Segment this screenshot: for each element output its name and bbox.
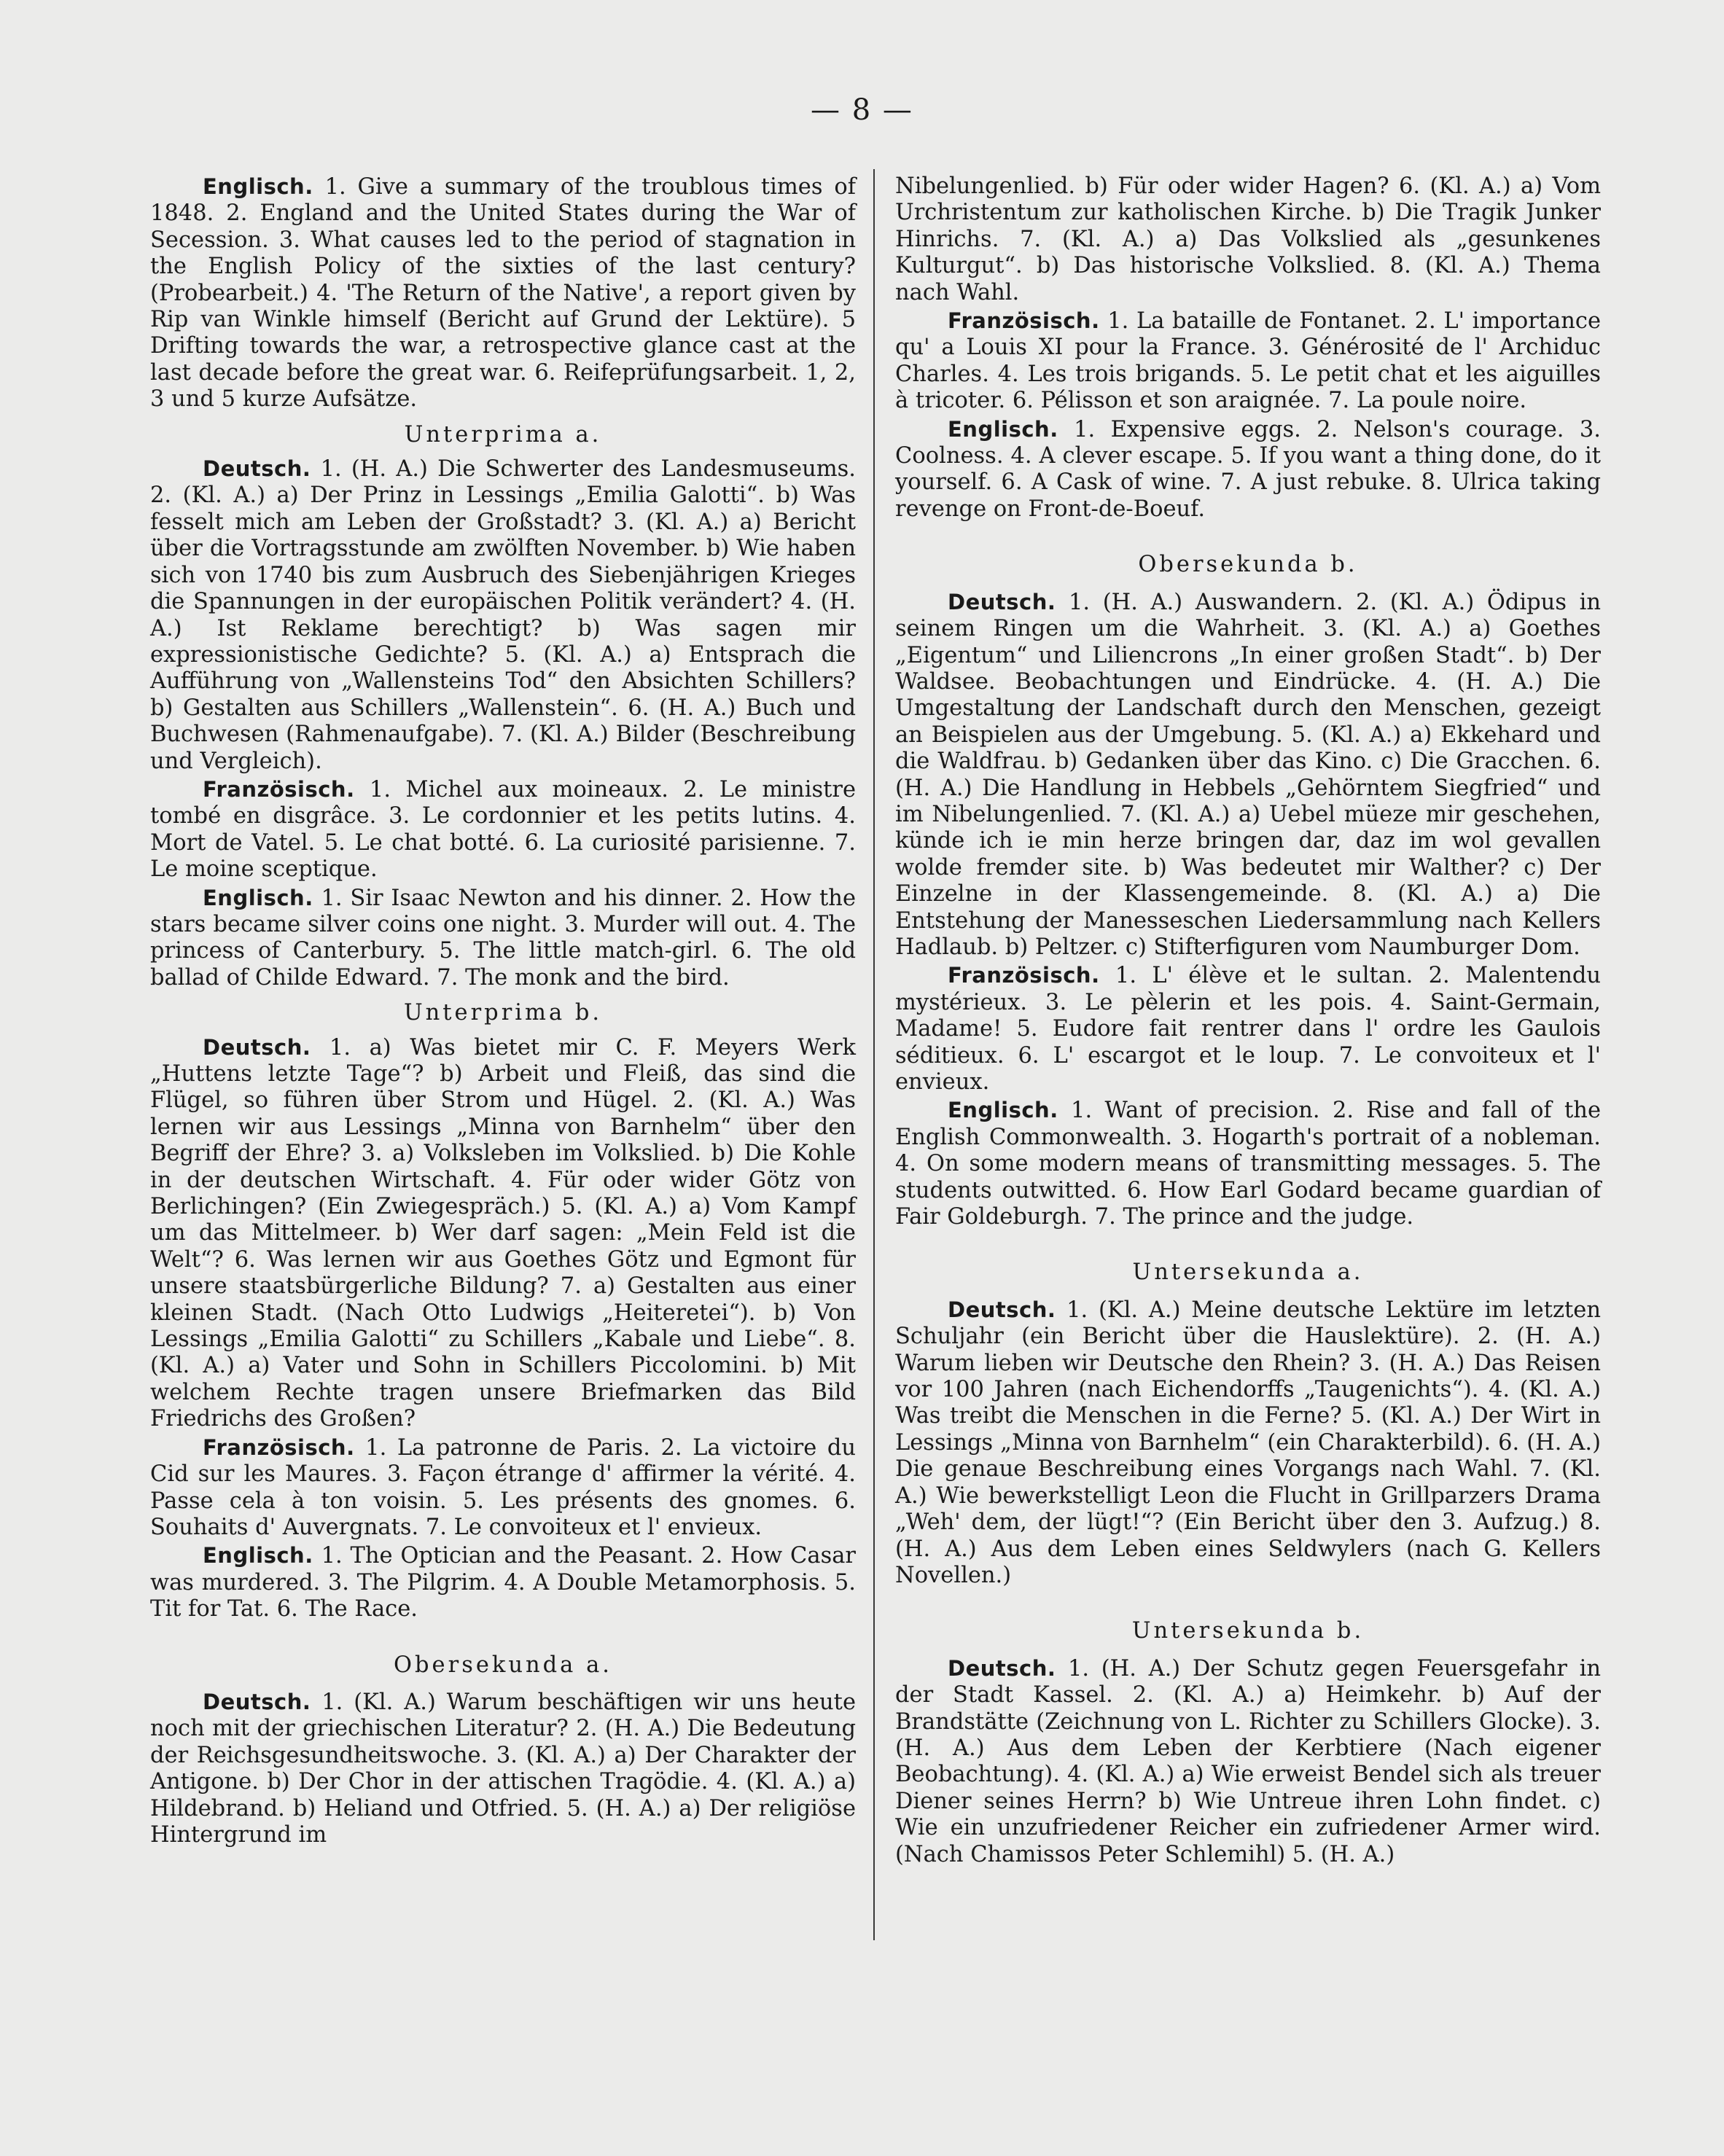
paragraph-franzoesisch — [150, 776, 856, 883]
paragraph-text: 1. La patronne de Paris. 2. La victoire du Cid sur les Maures. 3. Façon étrange d' affirmer la vérité. 4. Passe cela à ton voisin. 5. Les présents des gnomes. 6. Souhaits d' Auvergnats. 7. Le convoiteux et l' envieux. — [150, 1434, 856, 1540]
subject-label: Deutsch. — [203, 1034, 311, 1060]
section-heading-untersekunda-a: Untersekunda a. — [1132, 1259, 1364, 1286]
page-number: — 8 — — [811, 93, 913, 127]
paragraph-deutsch — [895, 589, 1601, 961]
paragraph-text: 1. a) Was bietet mir C. F. Meyers Werk „Huttens letzte Tage“? b) Arbeit und Fleiß, das sind die Flügel, so führen über Strom und Hügel. 2. (Kl. A.) Was lernen wir aus Lessings „Minna von Barnhelm“ über den Begriff der Ehre? 3. a) Volksleben im Volkslied. b) Die Kohle in der deutschen Wirtschaft. 4. Für oder wider Götz von Berlichingen? (Ein Zwiegespräch.) 5. (Kl. A.) a) Vom Kampf um das Mittelmeer. b) Wer darf sagen: „Mein Feld ist die Welt“? 6. Was lernen wir aus Goethes Götz und Egmont für unsere staatsbürgerliche Bildung? 7. a) Gestalten aus einer kleinen Stadt. (Nach Otto Ludwigs „Heiteretei“). b) Von Lessings „Emilia Galotti“ zu Schillers „Kabale und Liebe“. 8. (Kl. A.) a) Vater und Sohn in Schillers Piccolomini. b) Mit welchem Rechte tragen unsere Briefmarken das Bild Friedrichs des Großen? — [150, 1034, 856, 1432]
paragraph-text: Nibelungenlied. b) Für oder wider Hagen? 6. (Kl. A.) a) Vom Urchristentum zur katholischen Kirche. b) Die Tragik Junker Hinrichs. 7. (Kl. A.) a) Das Volkslied als „gesunkenes Kulturgut“. b) Das historische Volkslied. 8. (Kl. A.) Thema nach Wahl. — [895, 173, 1601, 305]
subject-label: Englisch. — [203, 1543, 313, 1569]
paragraph-text: 1. L' élève et le sultan. 2. Malentendu mystérieux. 3. Le pèlerin et les pois. 4. Saint-Germain, Madame! 5. Eudore fait rentrer dans l' ordre les Gaulois séditieux. 6. L' escargot et le loup. 7. Le convoiteux et l' envieux. — [895, 963, 1601, 1095]
right-column — [895, 173, 1601, 1870]
paragraph-englisch — [150, 1542, 856, 1622]
paragraph-franzoesisch — [150, 1434, 856, 1542]
paragraph-englisch — [895, 1097, 1601, 1230]
paragraph-text: 1. Michel aux moineaux. 2. Le ministre tombé en disgrâce. 3. Le cordonnier et les petits lutins. 4. Mort de Vatel. 5. Le chat botté. 6. La curiosité parisienne. 7. Le moine sceptique. — [150, 776, 856, 883]
column-divider — [873, 169, 875, 1940]
subject-label: Deutsch. — [203, 456, 311, 482]
subject-label: Englisch. — [948, 416, 1058, 442]
paragraph-englisch-oberprima — [150, 173, 856, 413]
paragraph-franzoesisch — [895, 962, 1601, 1095]
subject-label: Französisch. — [203, 1434, 355, 1460]
subject-label: Deutsch. — [948, 1297, 1056, 1322]
paragraph-deutsch — [895, 1655, 1601, 1868]
subject-label: Englisch. — [203, 174, 313, 199]
subject-label: Französisch. — [203, 776, 355, 802]
paragraph-text: 1. (Kl. A.) Meine deutsche Lektüre im letzten Schuljahr (ein Bericht über die Hauslektüre). 2. (H. A.) Warum lieben wir Deutsche den Rhein? 3. (H. A.) Das Reisen vor 100 Jahren (nach Eichendorffs „Taugenichts“). 4. (Kl. A.) Was treibt die Menschen in die Ferne? 5. (Kl. A.) Der Wirt in Lessings „Minna von Barnhelm“ (ein Charakterbild). 6. (H. A.) Die genaue Beschreibung eines Vorgangs nach Wahl. 7. (Kl. A.) Wie bewerkstelligt Leon die Flucht in Grillparzers Drama „Weh' dem, der lügt!“? (Ein Bericht über den 3. Aufzug.) 8. (H. A.) Aus dem Leben eines Seldwylers (nach G. Kellers Novellen.) — [895, 1297, 1601, 1588]
paragraph-text: 1. The Optician and the Peasant. 2. How Casar was murdered. 3. The Pilgrim. 4. A Double Metamorphosis. 5. Tit for Tat. 6. The Race. — [150, 1543, 856, 1622]
paragraph-text: 1. Expensive eggs. 2. Nelson's courage. 3. Coolness. 4. A clever escape. 5. If you want a thing done, do it yourself. 6. A Cask of wine. 7. A just rebuke. 8. Ulrica taking revenge on Front-de-Boeuf. — [895, 416, 1601, 522]
paragraph-englisch — [895, 416, 1601, 523]
section-heading-untersekunda-b: Untersekunda b. — [1131, 1618, 1365, 1644]
paragraph-text: 1. (Kl. A.) Warum beschäftigen wir uns heute noch mit der griechischen Literatur? 2. (H. A.) Die Bedeutung der Reichsgesundheitswoche. 3. (Kl. A.) a) Der Charakter der Antigone. b) Der Chor in der attischen Tragödie. 4. (Kl. A.) a) Hildebrand. b) Heliand und Otfried. 5. (H. A.) a) Der religiöse Hintergrund im — [150, 1689, 856, 1848]
paragraph-text: 1. Sir Isaac Newton and his dinner. 2. How the stars became silver coins one night. 3. Murder will out. 4. The princess of Canterbury. 5. The little match-girl. 6. The old ballad of Childe Edward. 7. The monk and the bird. — [150, 885, 856, 991]
section-heading-unterprima-a: Unterprima a. — [404, 421, 602, 448]
paragraph-text: 1. Want of precision. 2. Rise and fall of the English Commonwealth. 3. Hogarth's portrait of a nobleman. 4. On some modern means of transmitting messages. 5. The students outwitted. 6. How Earl Godard became guardian of Fair Goldeburgh. 7. The prince and the judge. — [895, 1098, 1601, 1230]
subject-label: Französisch. — [948, 308, 1100, 334]
subject-label: Deutsch. — [948, 1655, 1056, 1681]
subject-label: Englisch. — [948, 1098, 1058, 1123]
paragraph-deutsch — [150, 1689, 856, 1848]
section-heading-obersekunda-b: Obersekunda b. — [1138, 552, 1358, 578]
paragraph-englisch — [150, 885, 856, 992]
paragraph-deutsch — [150, 1034, 856, 1433]
paragraph-continuation — [895, 173, 1601, 306]
paragraph-text: 1. La bataille de Fontanet. 2. L' importance qu' a Louis XI pour la France. 3. Générosité de l' Archiduc Charles. 4. Les trois brigands. 5. Le petit chat et les aiguilles à tricoter. 6. Pélisson et son araignée. 7. La poule noire. — [895, 308, 1601, 414]
left-column — [150, 173, 856, 1850]
subject-label: Französisch. — [948, 963, 1100, 988]
paragraph-text: 1. (H. A.) Der Schutz gegen Feuersgefahr in der Stadt Kassel. 2. (Kl. A.) a) Heimkehr. b) Auf der Brandstätte (Zeichnung von L. Richter zu Schillers Glocke). 3. (H. A.) Aus dem Leben der Kerbtiere (Nach eigener Beobachtung). 4. (Kl. A.) a) Wie erweist Bendel sich als treuer Diener seines Herrn? b) Wie Untreue ihren Lohn findet. c) Wie ein unzufriedener Reicher ein zufriedener Armer wird. (Nach Chamissos Peter Schlemihl) 5. (H. A.) — [895, 1655, 1601, 1867]
paragraph-text: 1. Give a summary of the troublous times of 1848. 2. England and the United States during the War of Secession. 3. What causes led to the period of stagnation in the English Policy of the sixties of the last century? (Probearbeit.) 4. 'The Return of the Native', a report given by Rip van Winkle himself (Bericht auf Grund der Lektüre). 5 Drifting towards the war, a retrospective glance cast at the last decade before the great war. 6. Reifeprüfungsarbeit. 1, 2, 3 und 5 kurze Aufsätze. — [150, 174, 856, 413]
subject-label: Deutsch. — [203, 1689, 311, 1714]
paragraph-text: 1. (H. A.) Auswandern. 2. (Kl. A.) Ödipus in seinem Ringen um die Wahrheit. 3. (Kl. A.) a) Goethes „Eigentum“ und Liliencrons „In einer großen Stadt“. b) Der Waldsee. Beobachtungen und Eindrücke. 4. (H. A.) Die Umgestaltung der Landschaft durch den Menschen, gezeigt an Beispielen aus der Umgebung. 5. (Kl. A.) a) Ekkehard und die Waldfrau. b) Gedanken über das Kino. c) Die Gracchen. 6. (H. A.) Die Handlung in Hebbels „Gehörntem Siegfried“ und im Nibelungenlied. 7. (Kl. A.) a) Uebel müeze mir geschehen, künde ich ie min herze bringen dar, daz im wol gevallen wolde fremder site. b) Was bedeutet mir Walther? c) Der Einzelne in der Klassengemeinde. 8. (Kl. A.) a) Die Entstehung der Manesseschen Liedersammlung nach Kellers Hadlaub. b) Peltzer. c) Stifterfiguren vom Naumburger Dom. — [895, 589, 1601, 960]
subject-label: Deutsch. — [948, 589, 1056, 614]
subject-label: Englisch. — [203, 885, 313, 910]
paragraph-deutsch — [895, 1297, 1601, 1589]
paragraph-deutsch — [150, 456, 856, 775]
paragraph-franzoesisch — [895, 308, 1601, 415]
paragraph-text: 1. (H. A.) Die Schwerter des Landesmuseums. 2. (Kl. A.) a) Der Prinz in Lessings „Emilia Galotti“. b) Was fesselt mich am Leben der Großstadt? 3. (Kl. A.) a) Bericht über die Vortragsstunde am zwölften November. b) Wie haben sich von 1740 bis zum Ausbruch des Siebenjährigen Krieges die Spannungen in der europäischen Politik verändert? 4. (H. A.) Ist Reklame berechtigt? b) Was sagen mir expressionistische Gedichte? 5. (Kl. A.) a) Entsprach die Aufführung von „Wallensteins Tod“ den Absichten Schillers? b) Gestalten aus Schillers „Wallenstein“. 6. (H. A.) Buch und Buchwesen (Rahmenaufgabe). 7. (Kl. A.) Bilder (Beschreibung und Vergleich). — [150, 456, 856, 774]
section-heading-unterprima-b: Unterprima b. — [403, 1000, 603, 1026]
section-heading-obersekunda-a: Obersekunda a. — [394, 1652, 612, 1678]
